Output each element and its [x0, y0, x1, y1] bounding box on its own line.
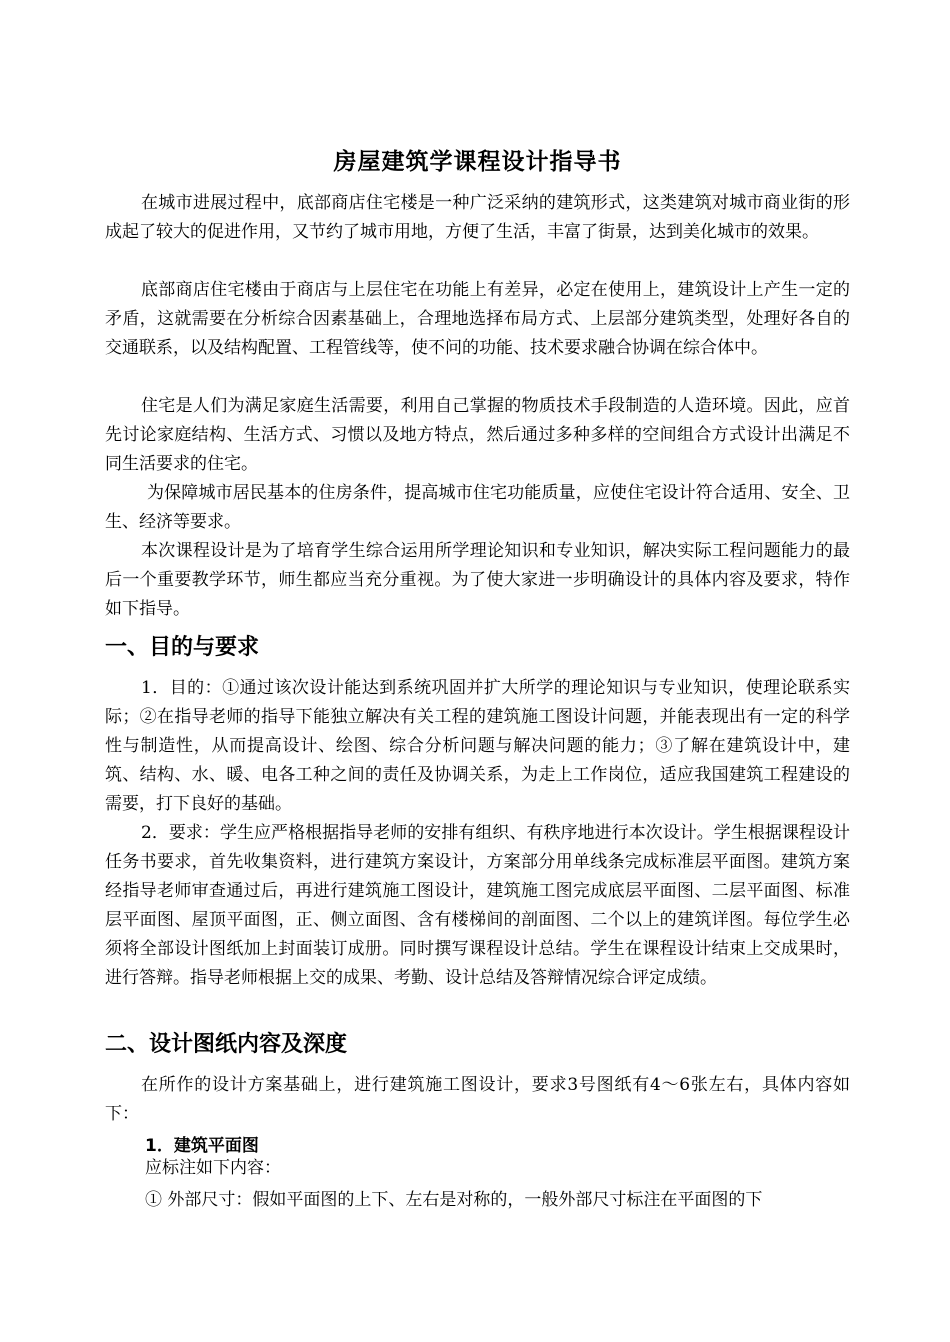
subheading-floor-plan: 1．建筑平面图	[145, 1136, 259, 1156]
intro-paragraph-5: 本次课程设计是为了培育学生综合运用所学理论知识和专业知识，解决实际工程问题能力的最后一个重要教学环节，师生都应当充分重视。为了使大家进一步明确设计的具体内容及要求，特作如下指导。	[105, 541, 850, 619]
intro-paragraph-3: 住宅是人们为满足家庭生活需要，利用自己掌握的物质技术手段制造的人造环境。因此，应首先讨论家庭结构、生活方式、习惯以及地方特点，然后通过多种多样的空间组合方式设计出满足不同生活要求的住宅。	[105, 396, 850, 474]
intro-paragraph-2: 底部商店住宅楼由于商店与上层住宅在功能上有差异，必定在使用上，建筑设计上产生一定的矛盾，这就需要在分析综合因素基础上，合理地选择布局方式、上层部分建筑类型，处理好各自的交通联系，以及结构配置、工程管线等，使不问的功能、技术要求融合协调在综合体中。	[105, 280, 850, 358]
purpose-item-1: 1．目的：①通过该次设计能达到系统巩固并扩大所学的理论知识与专业知识，使理论联系实际；②在指导老师的指导下能独立解决有关工程的建筑施工图设计问题，并能表现出有一定的科学性与制造性，从而提高设计、绘图、综合分析问题与解决问题的能力；③了解在建筑设计中，建筑、结构、水、暖、电各工种之间的责任及协调关系，为走上工作岗位，适应我国建筑工程建设的需要，打下良好的基础。	[105, 678, 850, 814]
section-heading-purpose: 一、目的与要求	[105, 635, 260, 660]
purpose-item-2: 2．要求：学生应严格根据指导老师的安排有组织、有秩序地进行本次设计。学生根据课程设计任务书要求，首先收集资料，进行建筑方案设计，方案部分用单线条完成标准层平面图。建筑方案经指导老师审查通过后，再进行建筑施工图设计，建筑施工图完成底层平面图、二层平面图、标准层平面图、屋顶平面图，正、侧立面图、含有楼梯间的剖面图、二个以上的建筑详图。每位学生必须将全部设计图纸加上封面装订成册。同时撰写课程设计总结。学生在课程设计结束上交成果时，进行答辩。指导老师根据上交的成果、考勤、设计总结及答辩情况综合评定成绩。	[105, 823, 850, 988]
document-title: 房屋建筑学课程设计指导书	[333, 149, 622, 175]
floor-plan-item-1: ① 外部尺寸：假如平面图的上下、左右是对称的，一般外部尺寸标注在平面图的下	[145, 1190, 763, 1210]
section-heading-drawings: 二、设计图纸内容及深度	[105, 1032, 348, 1057]
floor-plan-note: 应标注如下内容：	[145, 1158, 281, 1178]
drawings-intro: 在所作的设计方案基础上，进行建筑施工图设计，要求3号图纸有4～6张左右，具体内容如下：	[105, 1075, 850, 1124]
intro-paragraph-4: 为保障城市居民基本的住房条件，提高城市住宅功能质量，应使住宅设计符合适用、安全、卫生、经济等要求。	[105, 483, 850, 532]
intro-paragraph-1: 在城市进展过程中，底部商店住宅楼是一种广泛采纳的建筑形式，这类建筑对城市商业街的形成起了较大的促进作用，又节约了城市用地，方便了生活，丰富了街景，达到美化城市的效果。	[105, 193, 850, 242]
